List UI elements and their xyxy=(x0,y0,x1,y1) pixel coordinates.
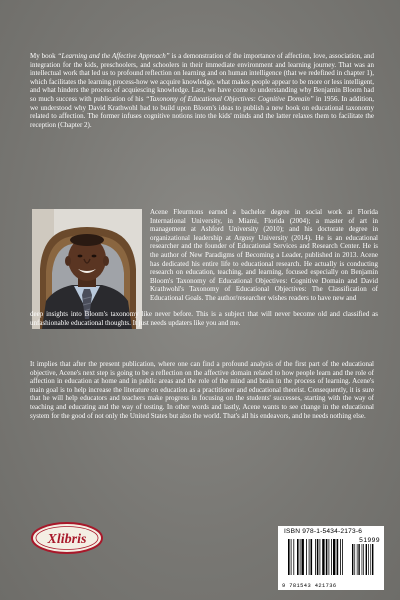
isbn-barcode-block xyxy=(278,526,384,590)
intro-paragraph xyxy=(30,52,374,129)
author-bio-side: Acene Fleurmons earned a bachelor degree in social work at Florida International University, in Miami, Florida (2004); a master of art in management at Ashford University (2010); and his doctorate degree in organizational leadership at Argosy University (2014). He is an educational researcher and the founder of Educational Services and Research Center. He is the author of New Paradigms of Becoming a Leader, published in 2013. Acene has dedicated his entire life to educational research. He actually is conducting research on education, teaching, and learning, focused especially on Benjamin Bloom's Taxonomy of Educational Objectives: Cognitive Domain and David Krathwohl's Taxonomy of Educational Objectives: The Classification of Educational Goals. The author/researcher wishes readers to have new and xyxy=(150,208,378,302)
intro-text-3: in 1956. In addition, we understood why David Krathwohl had to build upon Bloom's ideas to publish a new book on educational taxonomy related to affection. The former infuses cognitive notions into the kids' minds and the latter relaxes them to facilitate the reception (Chapter 2). xyxy=(30,94,374,129)
book-title-2: “Taxonomy of Educational Objectives: Cognitive Domain” xyxy=(145,94,314,103)
intro-text-2: is a demonstration of the importance of affection, love, association, and integration for the kids, preschoolers, and schoolers in their immediate environment and learning journey. That was an intellectual work that led us to profound reflection on learning and on human intelligence (that we redefined in chapter 1), which facilitates the learning process-how we acquire knowledge, what makes people appear to be more or less intelligent, and what hinders the process of acquiescing knowledge. Last, we have come to understanding why Benjamin Bloom had so much success with publication of his xyxy=(30,52,374,103)
intro-text-1: My book xyxy=(30,52,58,60)
book-title-1: “Learning and the Affective Approach” xyxy=(57,52,170,60)
price-code: 51999 xyxy=(359,537,380,544)
barcode-digits: 9 781543 421736 xyxy=(282,583,337,589)
xlibris-logo xyxy=(30,520,104,556)
author-bio-continued: deep insights into Bloom's taxonomy like never before. This is a subject that will never become old and classified as unfashionable educational thoughts. It just needs updaters like you and me. xyxy=(30,310,378,327)
isbn-label: ISBN 978-1-5434-2173-6 xyxy=(284,528,363,535)
closing-paragraph: It implies that after the present publication, where one can find a profound analysis of the first part of the educational objective, Acene's next step is going to be a reflection on the affective domain related to how people learn and the role of affection in education at home and in public areas and the role of the mind and brain in the process of learning. Acene's main goal is to help increase the literature on education as a practitioner and educational theorist. Consequently, it is sure that he will help educators and teachers make progress in focusing on the students' successes, starting with the way of teaching and educating and the way of testing. In other words and lastly, Acene wants to see change in the educational system for the good of not only the United States but also the world. That's all his endeavors, and he needs nothing else. xyxy=(30,360,374,420)
logo-text: Xlibris xyxy=(47,532,87,547)
barcode-image xyxy=(282,536,380,582)
